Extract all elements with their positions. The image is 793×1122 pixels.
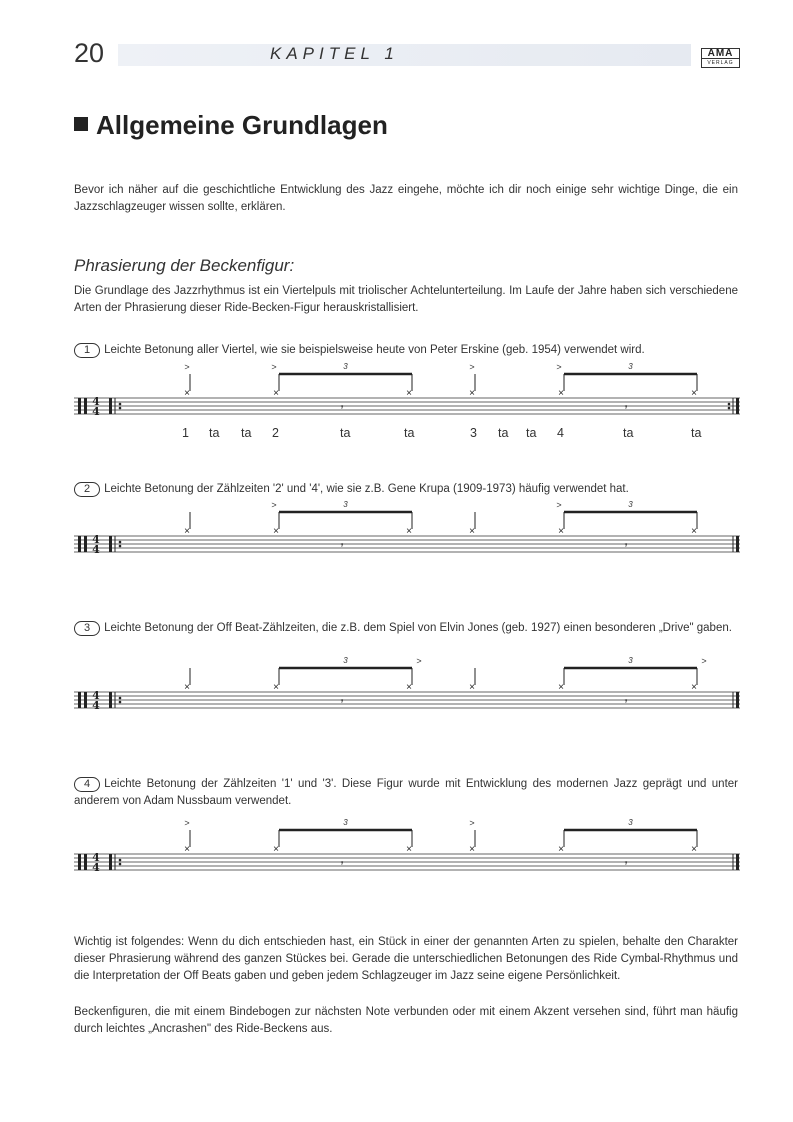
- hihat-pedal-note: 𝄾: [624, 696, 628, 706]
- barline-thick: [736, 398, 739, 414]
- hihat-pedal-note: 𝄾: [340, 696, 344, 706]
- note-head-x: ×: [558, 844, 564, 855]
- triplet-number: 3: [343, 362, 348, 371]
- note-head-x: ×: [184, 682, 190, 693]
- barline-thick: [109, 854, 112, 870]
- clef-bar: [78, 398, 81, 414]
- drum-notation-staff-4: [74, 818, 740, 888]
- repeat-dot: [728, 407, 731, 410]
- note-head-x: ×: [273, 526, 279, 537]
- note-head-x: ×: [691, 388, 697, 399]
- example-text: Leichte Betonung aller Viertel, wie sie beispielsweise heute von Peter Erskine (geb. 1954) verwendet wird.: [104, 344, 645, 356]
- example-number-badge: 2: [74, 482, 100, 497]
- clef-bar: [78, 854, 81, 870]
- clef-bar: [84, 398, 87, 414]
- barline-thick: [736, 692, 739, 708]
- time-signature-top: 4: [92, 689, 100, 702]
- example-number-badge: 4: [74, 777, 100, 792]
- count-syllable: ta: [623, 426, 634, 440]
- bullet-square-icon: [74, 117, 88, 131]
- triplet-number: 3: [343, 500, 348, 509]
- clef-bar: [84, 854, 87, 870]
- note-head-x: ×: [406, 682, 412, 693]
- note-head-x: ×: [691, 526, 697, 537]
- note-head-x: ×: [691, 844, 697, 855]
- page-header: [0, 0, 793, 90]
- accent-mark: >: [469, 362, 475, 372]
- subsection-title: Phrasierung der Beckenfigur:: [74, 256, 295, 275]
- clef-bar: [84, 692, 87, 708]
- repeat-dot: [119, 541, 122, 544]
- note-head-x: ×: [184, 844, 190, 855]
- count-syllable: 3: [470, 426, 477, 440]
- repeat-dot: [119, 403, 122, 406]
- note-head-x: ×: [558, 682, 564, 693]
- hihat-pedal-note: 𝄾: [340, 402, 344, 412]
- note-head-x: ×: [184, 526, 190, 537]
- note-head-x: ×: [406, 388, 412, 399]
- repeat-dot: [119, 545, 122, 548]
- count-syllable: ta: [404, 426, 415, 440]
- drum-notation-staff-3: [74, 656, 740, 726]
- example-3-caption: [74, 620, 738, 637]
- page-number: 20: [74, 38, 105, 68]
- count-syllable: 2: [272, 426, 279, 440]
- time-signature-bottom: 4: [92, 699, 100, 712]
- publisher-logo: [701, 48, 740, 68]
- hihat-pedal-note: 𝄾: [624, 402, 628, 412]
- note-head-x: ×: [469, 844, 475, 855]
- note-head-x: ×: [558, 526, 564, 537]
- repeat-dot: [119, 859, 122, 862]
- accent-mark: >: [469, 818, 475, 828]
- time-signature-bottom: 4: [92, 861, 100, 874]
- hihat-pedal-note: 𝄾: [624, 540, 628, 550]
- repeat-dot: [119, 701, 122, 704]
- note-head-x: ×: [406, 526, 412, 537]
- count-syllable: ta: [691, 426, 702, 440]
- subsection-paragraph: Die Grundlage des Jazzrhythmus ist ein Viertelpuls mit triolischer Achtelunterteilung. Im Laufe der Jahre haben sich verschiedene Arten der Phrasierung dieser Ride-Becken-Figur herauskristallisiert.: [74, 285, 738, 314]
- header-band: [118, 44, 691, 66]
- time-signature-bottom: 4: [92, 405, 100, 418]
- time-signature-bottom: 4: [92, 543, 100, 556]
- closing-paragraph-1: Wichtig ist folgendes: Wenn du dich entschieden hast, ein Stück in einer der genannten Arten zu spielen, behalte den Charakter dieser Phrasierung während des ganzen Stückes bei. Gerade die unterschiedlichen Betonungen des Ride Cymbal-Rhythmus und die Interpretation der Off Beats gaben und geben jedem Schlagzeuger im Jazz seine eigene Persönlichkeit.: [74, 936, 738, 982]
- barline-thick: [736, 854, 739, 870]
- clef-bar: [78, 692, 81, 708]
- count-syllable: 4: [557, 426, 564, 440]
- note-head-x: ×: [406, 844, 412, 855]
- repeat-dot: [119, 407, 122, 410]
- triplet-number: 3: [343, 656, 348, 665]
- note-head-x: ×: [469, 526, 475, 537]
- section-title-text: Allgemeine Grundlagen: [96, 110, 388, 140]
- time-signature-top: 4: [92, 851, 100, 864]
- accent-mark: >: [271, 362, 277, 372]
- count-syllable: ta: [241, 426, 252, 440]
- accent-mark: >: [271, 500, 277, 510]
- barline-thick: [736, 536, 739, 552]
- accent-mark: >: [556, 362, 562, 372]
- example-text: Leichte Betonung der Off Beat-Zählzeiten, die z.B. dem Spiel von Elvin Jones (geb. 1927) einen besonderen „Drive" gaben.: [104, 622, 732, 634]
- note-head-x: ×: [184, 388, 190, 399]
- note-head-x: ×: [273, 388, 279, 399]
- triplet-number: 3: [628, 818, 633, 827]
- triplet-number: 3: [628, 500, 633, 509]
- note-head-x: ×: [273, 682, 279, 693]
- example-4-caption: [74, 776, 738, 810]
- example-1-caption: [74, 342, 738, 359]
- barline-thick: [109, 692, 112, 708]
- drum-notation-staff-2: [74, 500, 740, 570]
- chapter-title: KAPITEL 1: [270, 44, 399, 63]
- example-2-caption: [74, 481, 738, 498]
- triplet-number: 3: [343, 818, 348, 827]
- note-head-x: ×: [273, 844, 279, 855]
- hihat-pedal-note: 𝄾: [340, 858, 344, 868]
- note-head-x: ×: [558, 388, 564, 399]
- accent-mark: >: [184, 818, 190, 828]
- count-syllable: ta: [526, 426, 537, 440]
- section-title: [74, 110, 388, 141]
- hihat-pedal-note: 𝄾: [624, 858, 628, 868]
- time-signature-top: 4: [92, 533, 100, 546]
- example-number-badge: 3: [74, 621, 100, 636]
- note-head-x: ×: [469, 388, 475, 399]
- accent-mark: >: [416, 656, 422, 666]
- count-syllable: ta: [498, 426, 509, 440]
- hihat-pedal-note: 𝄾: [340, 540, 344, 550]
- repeat-dot: [728, 403, 731, 406]
- repeat-dot: [119, 697, 122, 700]
- repeat-dot: [119, 863, 122, 866]
- logo-bottom: VERLAG: [707, 60, 734, 66]
- intro-paragraph: Bevor ich näher auf die geschichtliche Entwicklung des Jazz eingehe, möchte ich dir noch einige sehr wichtige Dinge, die ein Jazzschlagzeuger wissen sollte, erklären.: [74, 184, 738, 213]
- drum-notation-staff-1: [74, 362, 740, 432]
- barline-thick: [109, 536, 112, 552]
- example-text: Leichte Betonung der Zählzeiten '2' und '4', wie sie z.B. Gene Krupa (1909-1973) häufig verwendet hat.: [104, 483, 629, 495]
- clef-bar: [84, 536, 87, 552]
- count-syllable: 1: [182, 426, 189, 440]
- logo-top: AMA: [702, 49, 739, 59]
- closing-paragraph-2: Beckenfiguren, die mit einem Bindebogen zur nächsten Note verbunden oder mit einem Akzent versehen sind, führt man häufig durch leichtes „Ancrashen" des Ride-Beckens aus.: [74, 1006, 738, 1035]
- note-head-x: ×: [691, 682, 697, 693]
- barline-thick: [109, 398, 112, 414]
- accent-mark: >: [184, 362, 190, 372]
- accent-mark: >: [701, 656, 707, 666]
- triplet-number: 3: [628, 656, 633, 665]
- example-number-badge: 1: [74, 343, 100, 358]
- time-signature-top: 4: [92, 395, 100, 408]
- example-text: Leichte Betonung der Zählzeiten '1' und '3'. Diese Figur wurde mit Entwicklung des modernen Jazz geprägt und unter anderem von Adam Nussbaum verwendet.: [74, 778, 738, 807]
- note-head-x: ×: [469, 682, 475, 693]
- triplet-number: 3: [628, 362, 633, 371]
- count-syllable: ta: [340, 426, 351, 440]
- clef-bar: [78, 536, 81, 552]
- count-syllable: ta: [209, 426, 220, 440]
- accent-mark: >: [556, 500, 562, 510]
